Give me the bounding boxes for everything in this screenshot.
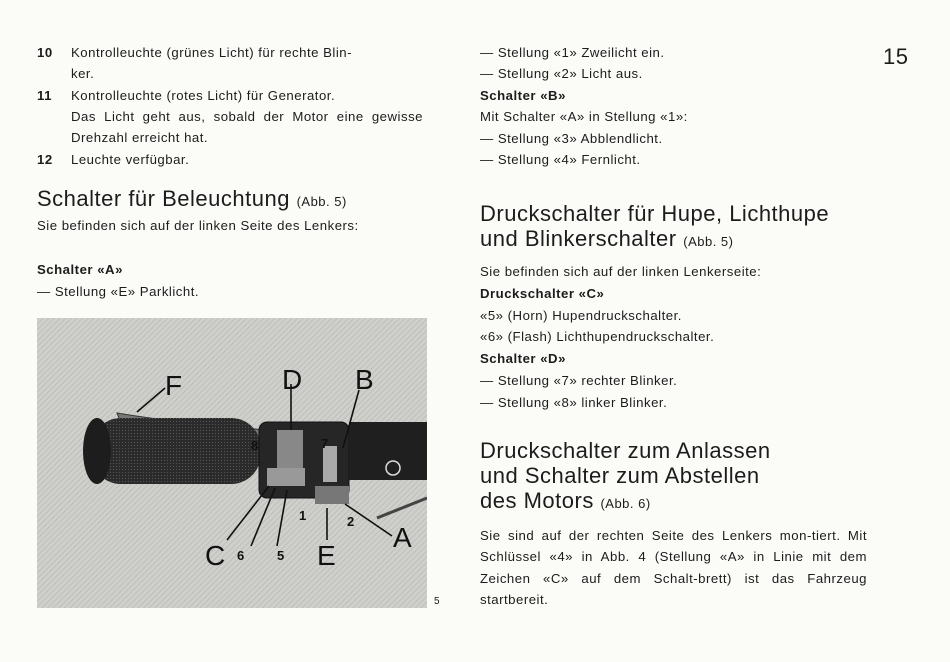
position-line: — Stellung «2» Licht aus. xyxy=(480,66,643,81)
section-heading xyxy=(480,201,829,254)
handlebar-illustration xyxy=(37,318,427,608)
label-e: E xyxy=(317,540,336,571)
label-c: C xyxy=(205,540,226,571)
switch-b xyxy=(323,446,337,482)
handlebar-tube xyxy=(349,422,427,480)
position-line: — Stellung «7» rechter Blinker. xyxy=(480,373,678,388)
heading-text: Druckschalter für Hupe, Lichthupe xyxy=(480,201,830,226)
position-line: — Stellung «1» Zweilicht ein. xyxy=(480,45,665,60)
item-text: ker. xyxy=(71,66,95,81)
paragraph: Mit Schalter «A» in Stellung «1»: xyxy=(480,109,688,124)
handlebar-figure xyxy=(37,318,427,608)
handlebar-grip xyxy=(91,418,261,484)
position-line: «5» (Horn) Hupendruckschalter. xyxy=(480,308,682,323)
label-a: A xyxy=(393,522,412,553)
item-text: Das Licht geht aus, sobald der Motor eine gewisse Drehzahl erreicht hat. xyxy=(71,109,423,146)
item-number: 11 xyxy=(37,88,52,103)
paragraph: Sie befinden sich auf der linken Lenkerseite: xyxy=(480,264,762,279)
switch-label: Druckschalter «C» xyxy=(480,286,605,301)
paragraph: Sie sind auf der rechten Seite des Lenkers mon-tiert. Mit Schlüssel «4» in Abb. 4 (Stellung «A» in Linie mit dem Zeichen «C» auf dem Schalt-brett) ist das Fahrzeug startbereit. xyxy=(480,528,867,607)
list-item xyxy=(37,149,429,170)
label-1: 1 xyxy=(299,508,307,523)
position-line: — Stellung «3» Abblendlicht. xyxy=(480,131,663,146)
figure-number: 5 xyxy=(434,596,440,607)
section-heading xyxy=(37,186,347,214)
label-8: 8 xyxy=(251,438,259,453)
position-line: — Stellung «E» Parklicht. xyxy=(37,284,200,299)
label-6: 6 xyxy=(237,548,245,563)
label-b: B xyxy=(355,364,374,395)
heading-text: des Motors xyxy=(480,488,594,513)
switch-label: Schalter «D» xyxy=(480,351,566,366)
item-text: Kontrolleuchte (rotes Licht) für Generator. xyxy=(71,88,336,103)
figure-reference: (Abb. 5) xyxy=(296,194,347,209)
heading-text: Schalter für Beleuchtung xyxy=(37,186,290,211)
list-item xyxy=(37,42,429,63)
page-number: 15 xyxy=(883,44,909,69)
switch-a xyxy=(315,486,349,504)
heading-line-2 xyxy=(480,226,829,254)
heading-line-3 xyxy=(480,488,771,516)
item-number: 12 xyxy=(37,152,53,167)
figure-reference: (Abb. 5) xyxy=(683,234,734,249)
position-line: «6» (Flash) Lichthupendruckschalter. xyxy=(480,329,715,344)
position-line: — Stellung «4» Fernlicht. xyxy=(480,152,641,167)
item-number: 10 xyxy=(37,45,53,60)
item-text: Leuchte verfügbar. xyxy=(71,152,190,167)
label-f: F xyxy=(165,370,183,401)
switch-label: Schalter «A» xyxy=(37,262,123,277)
label-7: 7 xyxy=(321,436,329,451)
position-line: — Stellung «8» linker Blinker. xyxy=(480,395,668,410)
label-2: 2 xyxy=(347,514,355,529)
switch-label: Schalter «B» xyxy=(480,88,566,103)
heading-text: und Schalter zum Abstellen xyxy=(480,463,760,488)
section-heading xyxy=(480,438,771,516)
heading-text: Druckschalter zum Anlassen xyxy=(480,438,771,463)
item-text: Kontrolleuchte (grünes Licht) für rechte Blin- xyxy=(71,45,353,60)
flash-horn-button xyxy=(267,468,305,486)
figure-reference: (Abb. 6) xyxy=(600,496,651,511)
grip-end xyxy=(83,418,111,484)
list-item xyxy=(37,85,429,106)
heading-text: und Blinkerschalter xyxy=(480,226,677,251)
paragraph: Sie befinden sich auf der linken Seite des Lenkers: xyxy=(37,218,359,233)
switch-d xyxy=(277,430,303,470)
label-d: D xyxy=(282,364,303,395)
label-5: 5 xyxy=(277,548,285,563)
